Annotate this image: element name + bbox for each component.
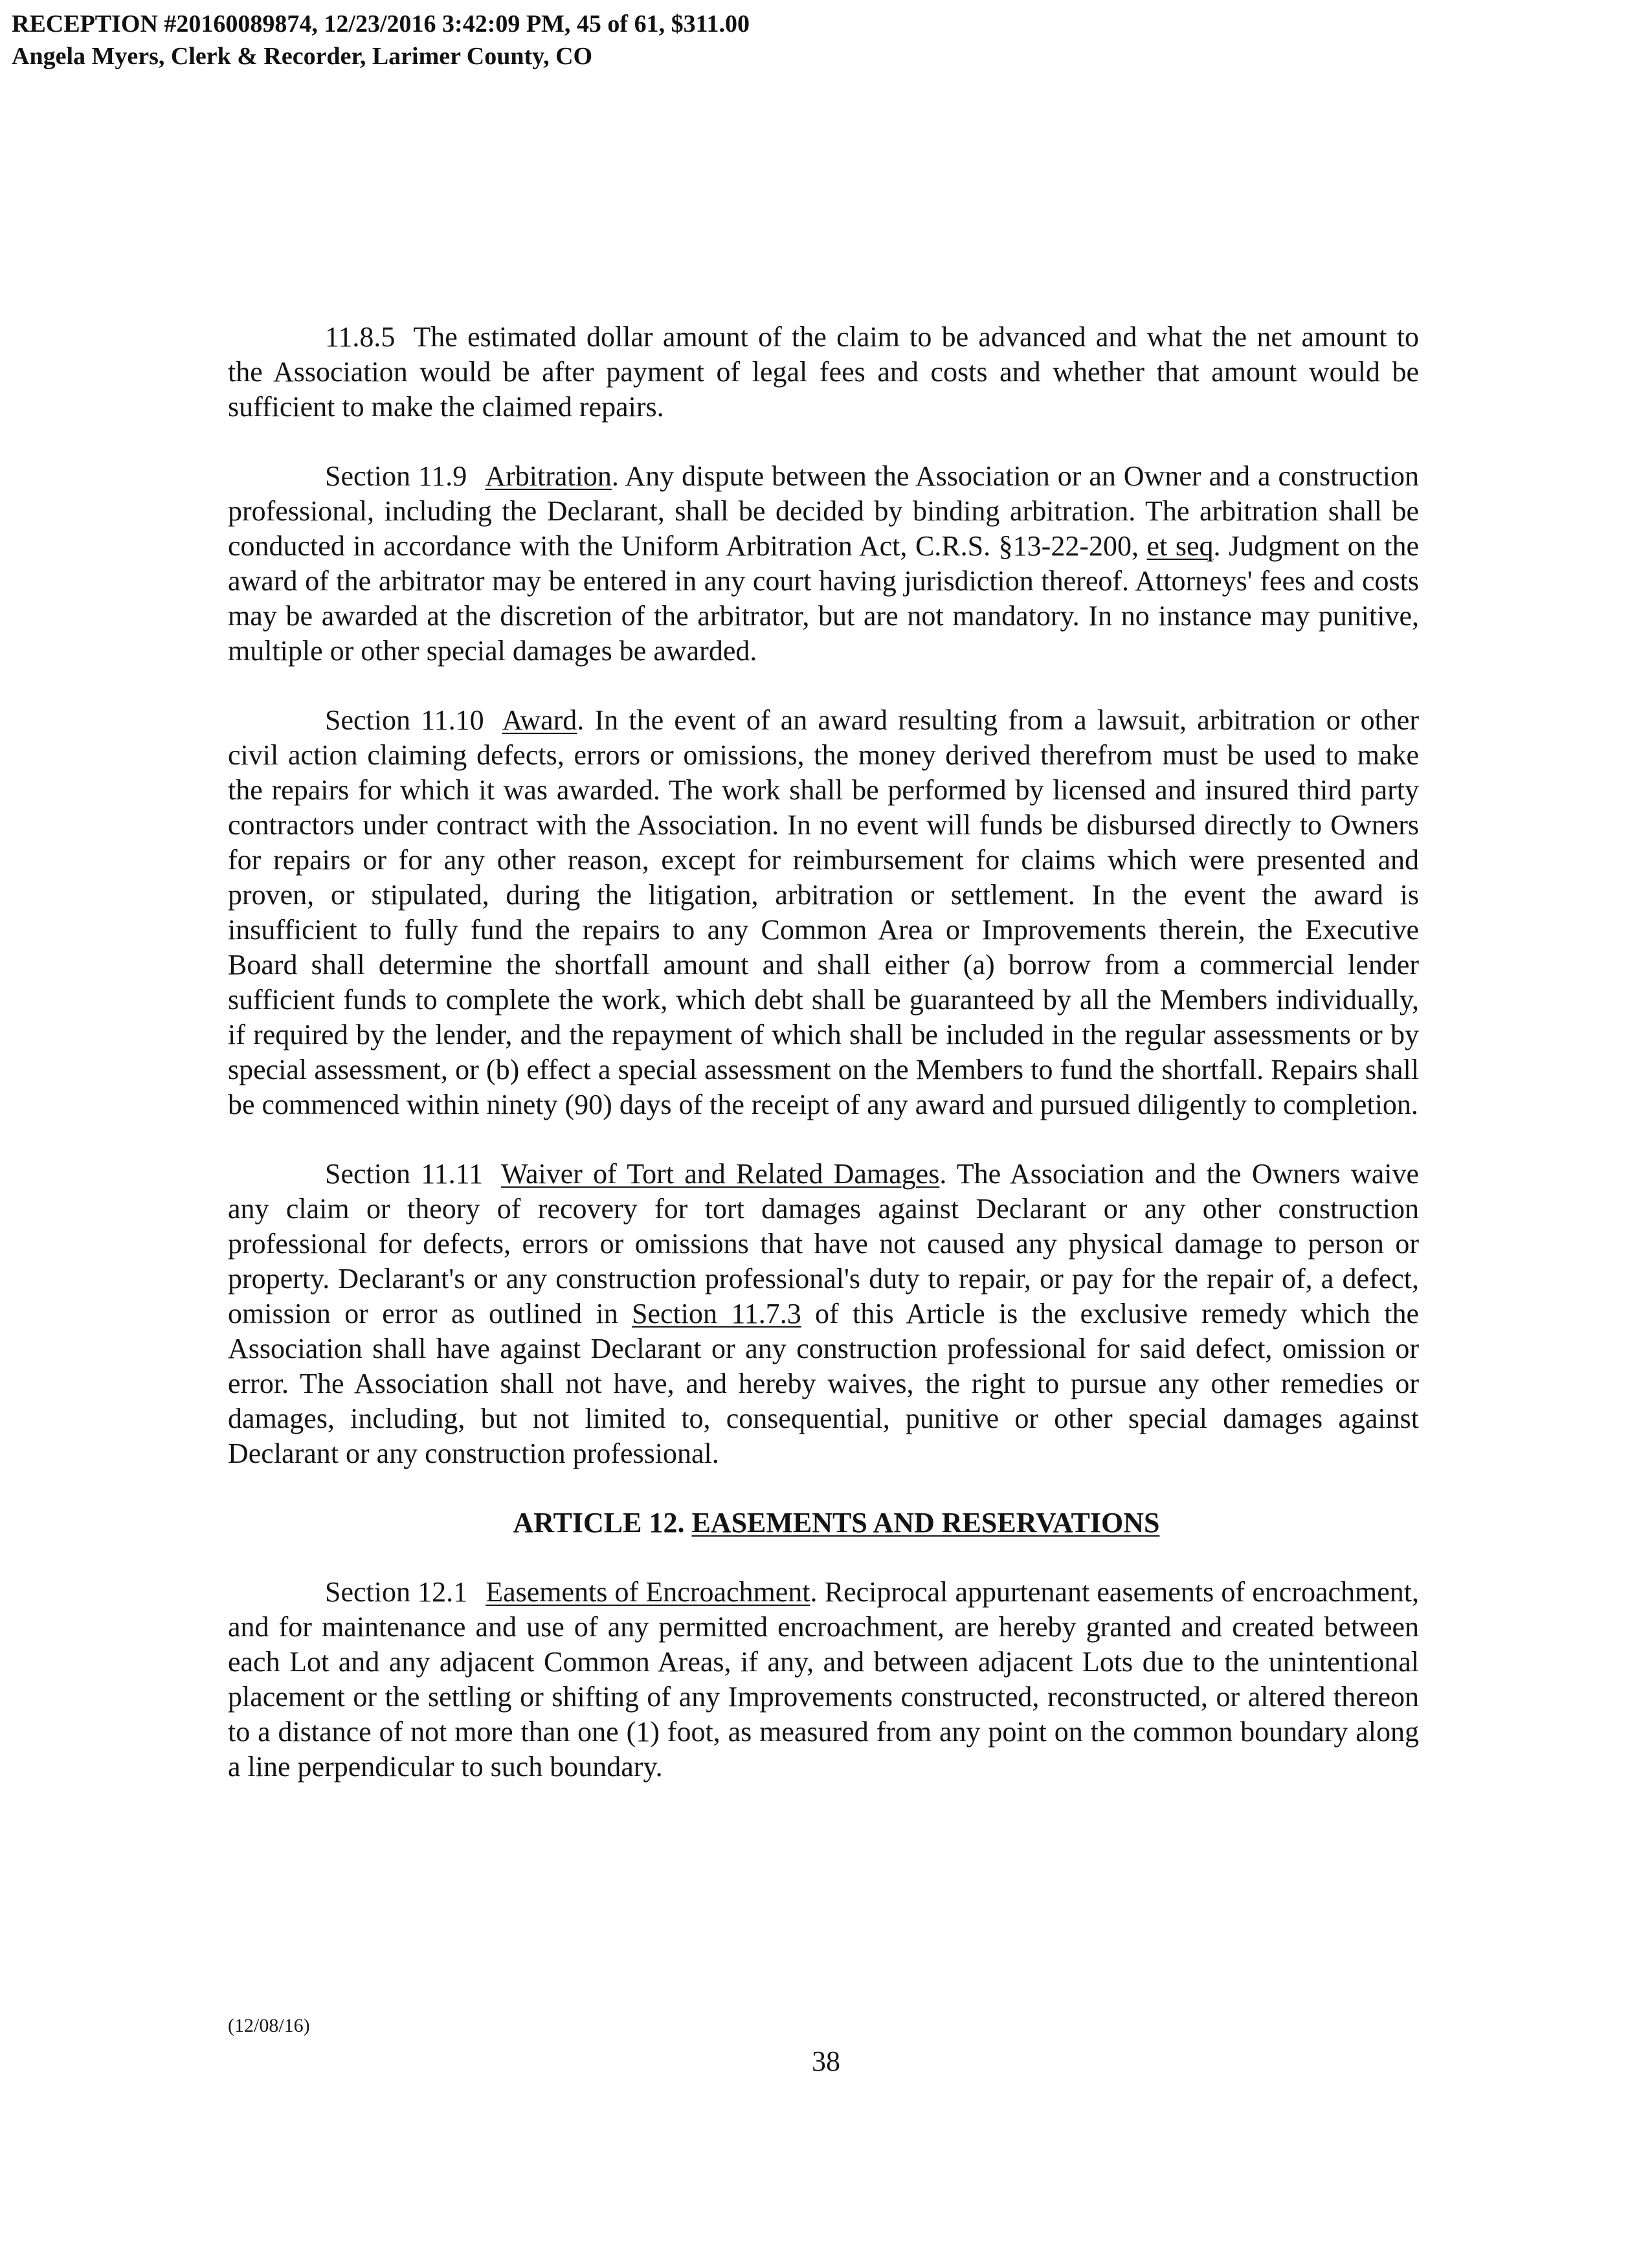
section-cross-reference: Section 11.7.3 [632,1298,801,1329]
section-number: Section 11.9 [325,460,467,492]
section-number: 11.8.5 [325,321,396,353]
section-text-continued: of this Article is the exclusive remedy which the Association shall have against Declarant or any construction professional for said defect, omission or error. The Association shall not have, and hereby waives, the right to pursue any other remedies or damages, including, but not limited to, consequential, punitive or other special damages against Declarant or any construction professional. [228,1298,1420,1469]
reception-line: RECEPTION #20160089874, 12/23/2016 3:42:09 PM, 45 of 61, $311.00 [12,10,750,38]
section-text: . Any dispute between the Association or an Owner and a construction professional, including the Declarant, shall be decided by binding arbitration. The arbitration shall be conducted in accordance with the Uniform Arbitration Act, C.R.S. §13-22-200, [228,460,1419,562]
article-label: ARTICLE 12. [513,1507,692,1539]
section-title: Arbitration [485,460,612,492]
section-12-1 [228,1575,1419,1785]
section-text: . Reciprocal appurtenant easements of encroachment, and for maintenance and use of any permitted encroachment, are hereby granted and created between each Lot and any adjacent Common Areas, if any, and between adjacent Lots due to the unintentional placement or the settling or shifting of any Improvements constructed, reconstructed, or altered thereon to a distance of not more than one (1) foot, as measured from any point on the common boundary along a line perpendicular to such boundary. [228,1576,1419,1783]
section-text: . In the event of an award resulting from a lawsuit, arbitration or other civil action claiming defects, errors or omissions, the money derived therefrom must be used to make the repairs for which it was awarded. The work shall be performed by licensed and insured third party contractors under contract with the Association. In no event will funds be disbursed directly to Owners for repairs or for any other reason, except for reimbursement for claims which were presented and proven, or stipulated, during the litigation, arbitration or settlement. In the event the award is insufficient to fully fund the repairs to any Common Area or Improvements therein, the Executive Board shall determine the shortfall amount and shall either (a) borrow from a commercial lender sufficient funds to complete the work, which debt shall be guaranteed by all the Members individually, if required by the lender, and the repayment of which shall be included in the regular assessments or by special assessment, or (b) effect a special assessment on the Members to fund the shortfall. Repairs shall be commenced within ninety (90) days of the receipt of any award and pursued diligently to completion. [228,704,1419,1120]
section-number: Section 11.11 [325,1158,483,1190]
section-number: Section 11.10 [325,704,484,736]
page-number: 38 [812,2045,840,2077]
article-title: EASEMENTS AND RESERVATIONS [691,1507,1160,1539]
section-text-continued: . Judgment on the award of the arbitrator may be entered in any court having jurisdiction thereof. Attorneys' fees and costs may be awarded at the discretion of the arbitrator, but are not mandatory. In no instance may punitive, multiple or other special damages be awarded. [228,530,1420,667]
citation-et-seq: et seq [1146,530,1214,562]
document-body [228,320,1419,1819]
section-title: Waiver of Tort and Related Damages [500,1158,940,1190]
footer-revision-date: (12/08/16) [228,2015,310,2036]
section-title: Easements of Encroachment [486,1576,810,1608]
section-text: . The Association and the Owners waive any claim or theory of recovery for tort damages against Declarant or any other construction professional for defects, errors or omissions that have not caused any physical damage to person or property. Declarant's or any construction professional's duty to repair, or pay for the repair of, a defect, omission or error as outlined in [228,1158,1419,1329]
section-title: Award [502,704,577,736]
section-number: Section 12.1 [325,1576,468,1608]
recorder-line: Angela Myers, Clerk & Recorder, Larimer County, CO [12,43,593,70]
section-text: The estimated dollar amount of the claim to be advanced and what the net amount to the Association would be after payment of legal fees and costs and whether that amount would be sufficient to make the claimed repairs. [228,321,1419,423]
section-11-11 [228,1157,1419,1471]
section-11-10 [228,703,1419,1122]
section-11-8-5 [228,320,1419,425]
section-11-9 [228,459,1419,669]
article-12-heading [228,1506,1419,1540]
recording-stamp [12,8,750,72]
